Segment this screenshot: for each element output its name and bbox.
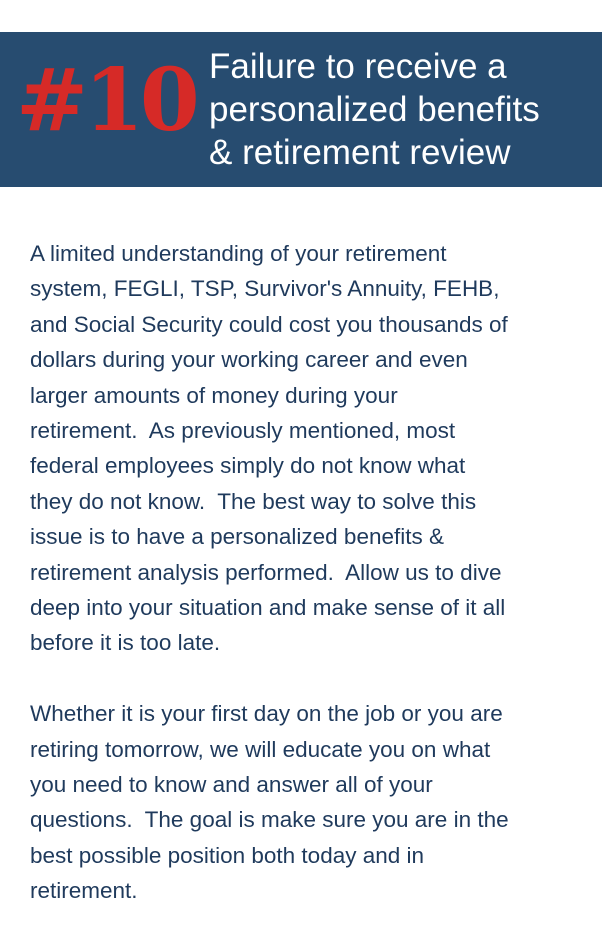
item-number: #10 <box>16 50 196 151</box>
page-title <box>209 45 599 174</box>
text-line: system, FEGLI, TSP, Survivor's Annuity, FEHB, <box>30 276 500 302</box>
text-line: issue is to have a personalized benefits & <box>30 524 444 550</box>
text-line: dollars during your working career and even <box>30 347 468 373</box>
text-line: best possible position both today and in <box>30 842 425 868</box>
text-line: federal employees simply do not know what <box>30 453 466 479</box>
text-line: and Social Security could cost you thousands of <box>30 311 508 337</box>
header-banner <box>0 32 602 187</box>
text-line: larger amounts of money during your <box>30 382 398 408</box>
text-line: they do not know. The best way to solve this <box>30 488 477 514</box>
title-line: personalized benefits <box>209 90 540 129</box>
paragraph-intro <box>30 236 590 661</box>
text-line: deep into your situation and make sense of it all <box>30 595 506 621</box>
text-line: retirement analysis performed. Allow us to dive <box>30 559 502 585</box>
text-line: Whether it is your first day on the job or you are <box>30 701 503 727</box>
text-line: retiring tomorrow, we will educate you on what <box>30 736 491 762</box>
body-text <box>30 236 590 909</box>
text-line: before it is too late. <box>30 630 221 656</box>
text-line: retirement. <box>30 878 138 904</box>
text-line: retirement. As previously mentioned, most <box>30 418 456 444</box>
text-line: questions. The goal is make sure you are in the <box>30 807 509 833</box>
title-line: Failure to receive a <box>209 47 507 86</box>
title-line: & retirement review <box>209 133 511 172</box>
paragraph-closing <box>30 696 590 908</box>
text-line: you need to know and answer all of your <box>30 772 433 798</box>
text-line: A limited understanding of your retirement <box>30 241 447 266</box>
